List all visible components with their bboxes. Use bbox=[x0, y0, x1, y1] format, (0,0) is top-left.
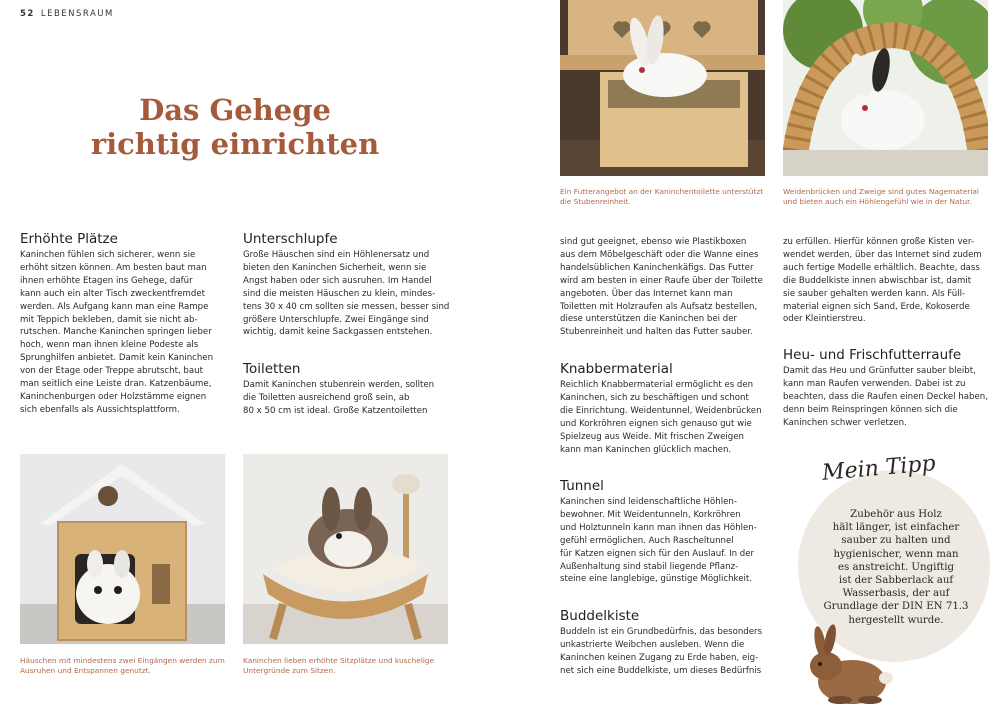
text-unterschlupfe: Große Häuschen sind ein Höhlenersatz und bieten den Kaninchen Sicherheit, wenn sie Angst haben oder sich ausruhen. Im Handel sind die meisten Häuschen zu klein, mindes- tens 30 x 40 cm sollten sie messen, besser sind größere Unterschlupfe. Zwei Eingänge sind wichtig, damit keine Sackgassen entstehen. bbox=[243, 250, 450, 338]
rabbit-illustration bbox=[800, 620, 900, 708]
tip-heading: Mein Tipp bbox=[821, 451, 937, 486]
photo-rabbit-willow bbox=[783, 0, 988, 176]
tip-text: Zubehör aus Holz hält länger, ist einfacher sauber zu halten und hygienischer, wenn man es anstreicht. Ungiftig ist der Sabberlack auf Wasserbasis, der auf Grundlage der DIN EN 71.3 hergestellt wurde. bbox=[823, 509, 969, 626]
heading-erhoehte-plaetze: Erhöhte Plätze bbox=[20, 231, 118, 247]
heading-unterschlupfe: Unterschlupfe bbox=[243, 231, 338, 247]
text-buddelkiste-continued: zu erfüllen. Hierfür können große Kisten ver- wendet werden, über das Internet sind zudem auch fertige Modelle erhältlich. Beachte, dass die Buddelkiste innen abwischbar ist, damit sie sauber gehalten werden kann. Als Füll- material eignen sich Sand, Erde, Kokoserde oder Kleintierstreu. bbox=[783, 237, 982, 325]
text-toiletten-continued: sind gut geeignet, ebenso wie Plastikboxen aus dem Möbelgeschäft oder die Wanne eines handelsüblichen Kaninchenkäfigs. Das Futter wird am besten in einer Raufe über der Toilette angeboten. Über das Internet kann man Toiletten mit Holzraufen als Aufsatz bestellen, diese unterstützen die Kaninchen bei der Stubenreinheit und halten das Futter sauber. bbox=[560, 237, 763, 338]
photo-rabbit-toilet bbox=[560, 0, 765, 176]
heading-buddelkiste: Buddelkiste bbox=[560, 608, 640, 624]
caption-sitzplatz: Kaninchen lieben erhöhte Sitzplätze und kuschelige Untergründe zum Sitzen. bbox=[243, 656, 435, 675]
caption-haeuschen: Häuschen mit mindestens zwei Eingängen werden zum Ausruhen und Entspannen genutzt. bbox=[20, 656, 225, 675]
text-buddelkiste: Buddeln ist ein Grundbedürfnis, das besonders unkastrierte Weibchen ausleben. Wenn die Kaninchen keinen Zugang zu Erde haben, eig- net sich eine Buddelkiste, um dieses Bedürfnis bbox=[560, 627, 763, 676]
page-title bbox=[60, 93, 410, 161]
page-number: 52 bbox=[20, 9, 35, 19]
title-line-2: richtig einrichten bbox=[90, 127, 380, 161]
text-heuraufe: Damit das Heu und Grünfutter sauber bleibt, kann man Raufen verwenden. Dabei ist zu beachten, dass die Raufen einen Deckel haben, denn beim Reinspringen können sich die Kaninchen schwer verletzen. bbox=[783, 366, 988, 428]
heading-knabbermaterial: Knabbermaterial bbox=[560, 361, 673, 377]
caption-toilette: Ein Futterangebot an der Kaninchentoilette unterstützt die Stubenreinheit. bbox=[560, 187, 764, 206]
heading-tunnel: Tunnel bbox=[560, 478, 604, 494]
text-knabbermaterial: Reichlich Knabbermaterial ermöglicht es den Kaninchen, sich zu beschäftigen und schont die Einrichtung. Weidentunnel, Weidenbrücken und Korkröhren eignen sich genauso gut wie Spielzeug aus Weide. Mit frischen Zweigen kann man Kaninchen glücklich machen. bbox=[560, 380, 762, 455]
text-tunnel: Kaninchen sind leidenschaftliche Höhlen- bewohner. Mit Weidentunneln, Korkröhren und Holztunneln kann man ihnen das Höhlen- gefühl ermöglichen. Auch Rascheltunnel für Katzen eignen sich für den Auslauf. In der Außenhaltung sind stabil liegende Pflanz- steine eine langlebige, günstige Möglichkeit. bbox=[560, 497, 757, 585]
caption-weiden: Weidenbrücken und Zweige sind gutes Nagematerial und bieten auch ein Höhlengefühl wie in der Natur. bbox=[783, 187, 979, 206]
heading-toiletten: Toiletten bbox=[243, 361, 301, 377]
photo-rabbit-seat bbox=[243, 454, 448, 644]
title-line-1: Das Gehege bbox=[139, 93, 331, 127]
photo-rabbit-house bbox=[20, 454, 225, 644]
text-toiletten: Damit Kaninchen stubenrein werden, sollten die Toiletten ausreichend groß sein, ab 80 x 50 cm ist ideal. Große Katzentoiletten bbox=[243, 380, 435, 416]
section-label: LEBENSRAUM bbox=[40, 9, 114, 19]
text-erhoehte-plaetze: Kaninchen fühlen sich sicherer, wenn sie erhöht sitzen können. Am besten baut man ihnen erhöhte Etagen ins Gehege, dafür kann auch ein alter Tisch zweckentfremdet werden. Als Aufgang kann man eine Rampe mit Teppich bekleben, damit sie nicht ab- rutschen. Manche Kaninchen springen lieber hoch, wenn man ihnen kleine Podeste als Sprunghilfen anbietet. Damit kein Kaninchen von der Etage oder Treppe abrutscht, baut man seitlich eine Leiste dran. Katzenbäume, Kaninchenburgen oder Holzstämme eignen sich ebenfalls als Aussichtsplattform. bbox=[20, 250, 214, 415]
running-header bbox=[20, 9, 114, 19]
heading-heuraufe: Heu- und Frischfutterraufe bbox=[783, 347, 962, 363]
